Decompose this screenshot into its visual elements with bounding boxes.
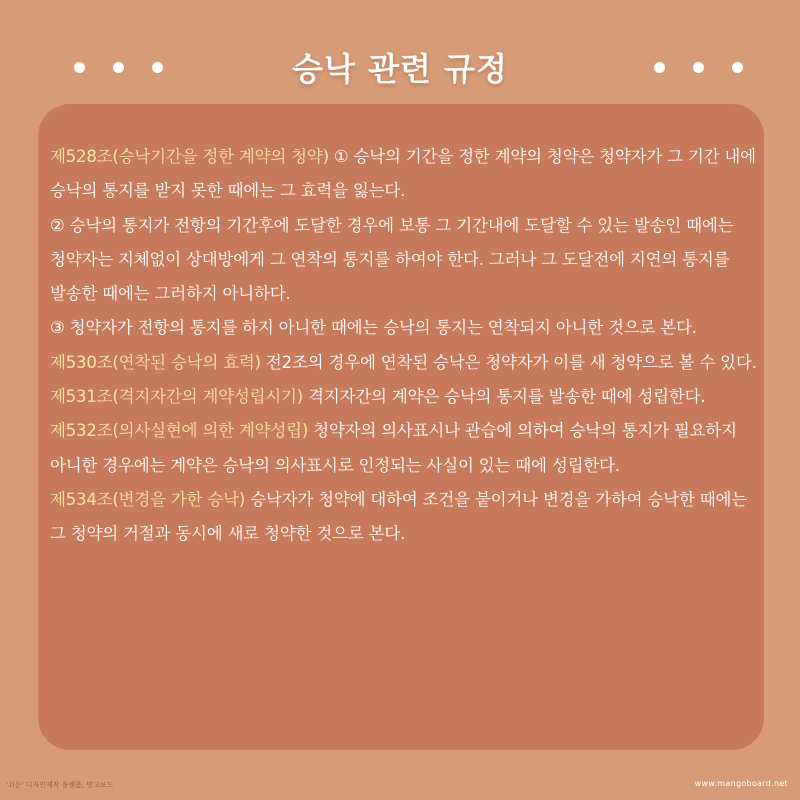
footer-url: www.mangoboard.net <box>694 779 788 788</box>
article-list <box>50 140 758 552</box>
article-heading: 제528조(승낙기간을 정한 계약의 청약) <box>50 147 329 166</box>
article-text: ③ 청약자가 전항의 통지를 하지 아니한 때에는 승낙의 통지는 연착되지 아니한 것으로 본다. <box>50 318 697 338</box>
article-heading: 제532조(의사실현에 의한 계약성립) <box>50 421 309 441</box>
article-heading: 제530조(연착된 승낙의 효력) <box>50 352 261 372</box>
article-528 <box>50 140 758 209</box>
article-531 <box>50 380 758 414</box>
article-text: ① 승낙의 기간을 정한 계약의 청약은 청약자가 그 기간 내에 승낙의 통지를 받지 못한 때에는 그 효력을 잃는다. <box>50 147 756 201</box>
dot-icon <box>732 62 743 73</box>
dot-icon <box>654 62 665 73</box>
dot-icon <box>693 62 704 73</box>
article-heading: 제534조(변경을 가한 승낙) <box>50 489 246 509</box>
article-text: 격지자간의 계약은 승낙의 통지를 발송한 때에 성립한다. <box>303 387 706 407</box>
article-530 <box>50 346 758 380</box>
article-534 <box>50 483 758 552</box>
article-text: 청약자의 의사표시나 관습에 의하여 승낙의 통지가 필요하지 아니한 경우에는 계약은 승낙의 의사표시로 인정되는 사실이 있는 때에 성립한다. <box>50 421 737 475</box>
footer-credit: '쉬운' 디자인제작 플랫폼, 망고보드 <box>6 781 114 789</box>
article-text: 전2조의 경우에 연착된 승낙은 청약자가 이를 새 청약으로 볼 수 있다. <box>260 352 757 372</box>
article-532 <box>50 414 758 483</box>
article-text: 승낙자가 청약에 대하여 조건을 붙이거나 변경을 가하여 승낙한 때에는 그 청약의 거절과 동시에 새로 청약한 것으로 본다. <box>50 489 747 544</box>
article-528-para-3 <box>50 311 758 345</box>
header <box>0 40 800 100</box>
article-text: ② 승낙의 통지가 전항의 기간후에 도달한 경우에 보통 그 기간내에 도달할 수 있는 발송인 때에는 청약자는 지체없이 상대방에게 그 연착의 통지를 하여야 한다. 그러나 그 도달전에 지연의 통지를 발송한 때에는 그러하지 아니하다. <box>50 215 734 304</box>
article-528-para-2 <box>50 209 758 312</box>
article-heading: 제531조(격지자간의 계약성립시기) <box>50 387 304 407</box>
page-title: 승낙 관련 규정 <box>292 50 508 88</box>
decorative-dots-right <box>654 62 743 73</box>
